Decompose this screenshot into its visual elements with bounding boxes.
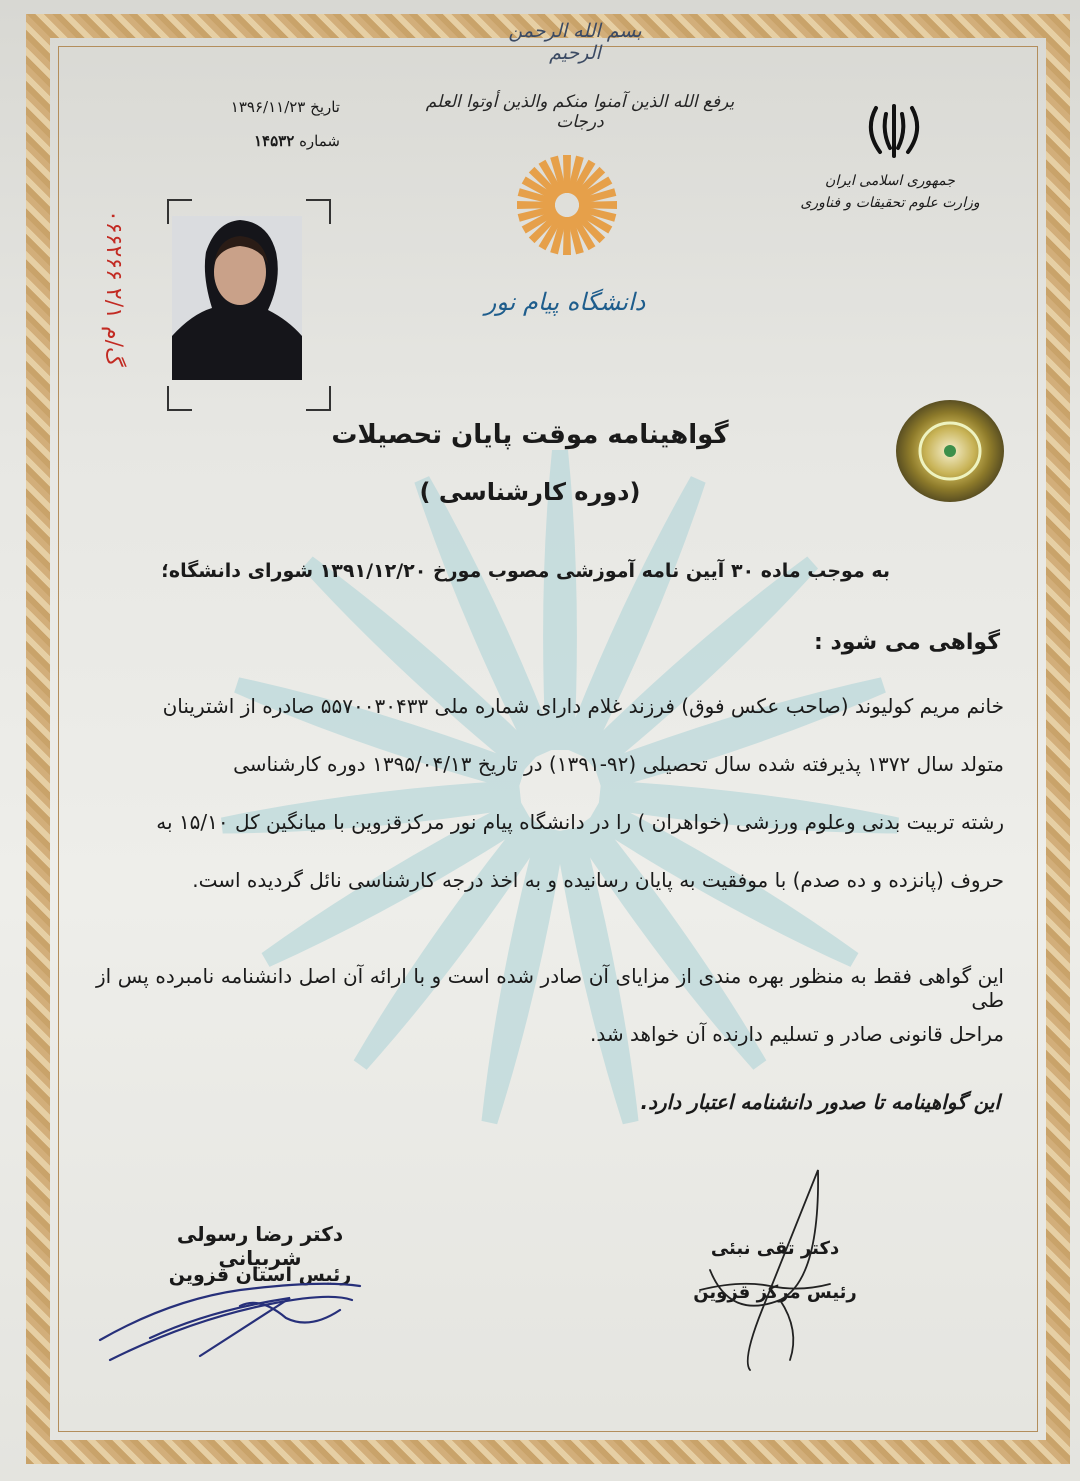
- person-portrait-icon: [172, 216, 302, 380]
- validity-statement: این گواهینامه تا صدور دانشنامه اعتبار دارد.: [640, 1090, 1000, 1114]
- ministry-line2: وزارت علوم تحقیقات و فناوری: [800, 195, 980, 211]
- number-label: شماره: [299, 132, 340, 150]
- body-line-4: حروف (پانزده و ده صدم) با موفقیت به پایان رسانیده و به اخذ درجه کارشناسی نائل گردیده است.: [192, 868, 1004, 892]
- note-line-1: این گواهی فقط به منظور بهره مندی از مزایای آن صادر شده است و با ارائه آن اصل دانشنامه نامبرده پس از طی: [96, 964, 1004, 1012]
- iran-emblem-icon: [862, 100, 926, 164]
- body-line-1: خانم مریم کولیوند (صاحب عکس فوق) فرزند غلام دارای شماره ملی ۵۵۷۰۰۳۰۴۳۳ صادره از اشترینان: [162, 694, 1004, 718]
- regulation-basis: به موجب ماده ۳۰ آیین نامه آموزشی مصوب مورخ ۱۳۹۱/۱۲/۲۰ شورای دانشگاه؛: [161, 560, 890, 582]
- left-signature-icon: [90, 1260, 370, 1380]
- hologram-seal-icon: [894, 398, 1006, 504]
- university-name: دانشگاه پیام نور: [484, 288, 646, 316]
- certificate-subtitle: (دوره کارشناسی ): [419, 478, 641, 506]
- note-line-2: مراحل قانونی صادر و تسلیم دارنده آن خواهد شد.: [590, 1022, 1004, 1046]
- right-signature-icon: [690, 1160, 860, 1380]
- number-line: [150, 132, 340, 150]
- right-signatory-title: رئیس مرکز قزوین: [693, 1282, 857, 1303]
- ministry-line1: جمهوری اسلامی ایران: [825, 173, 955, 189]
- date-line: [150, 98, 340, 116]
- number-value: ۱۴۵۳۲: [254, 132, 295, 150]
- certificate-title: گواهینامه موقت پایان تحصیلات: [331, 420, 729, 450]
- basmala: بسم الله الرحمن الرحیم: [508, 20, 642, 64]
- certifies-heading: گواهی می شود :: [813, 630, 1000, 655]
- left-signatory-title: رئیس استان قزوین: [168, 1264, 352, 1286]
- holder-photo: [172, 216, 302, 380]
- right-signatory-name: دکتر تقی نبئی: [710, 1238, 840, 1259]
- body-line-2: متولد سال ۱۳۷۲ پذیرفته شده سال تحصیلی (۹۲-۱۳۹۱) در تاریخ ۱۳۹۵/۰۴/۱۳ دوره کارشناسی: [233, 752, 1004, 776]
- ministry-text: [800, 170, 980, 214]
- date-label: تاریخ: [310, 98, 340, 116]
- date-value: ۱۳۹۶/۱۱/۲۳: [230, 98, 306, 116]
- body-line-3: رشته تربیت بدنی وعلوم ورزشی (خواهران ) را در دانشگاه پیام نور مرکزقزوین با میانگین کل ۱۵/۱۰ به: [156, 810, 1004, 834]
- quran-verse: یرفع الله الذین آمنوا منکم والذین أوتوا العلم درجات: [425, 92, 735, 132]
- left-signatory-name: دکتر رضا رسولی شربیانی: [176, 1222, 344, 1270]
- serial-number: ۰۶۶۲۶۶ گ/م ۲/۱: [101, 210, 126, 367]
- university-logo-icon: [512, 150, 622, 260]
